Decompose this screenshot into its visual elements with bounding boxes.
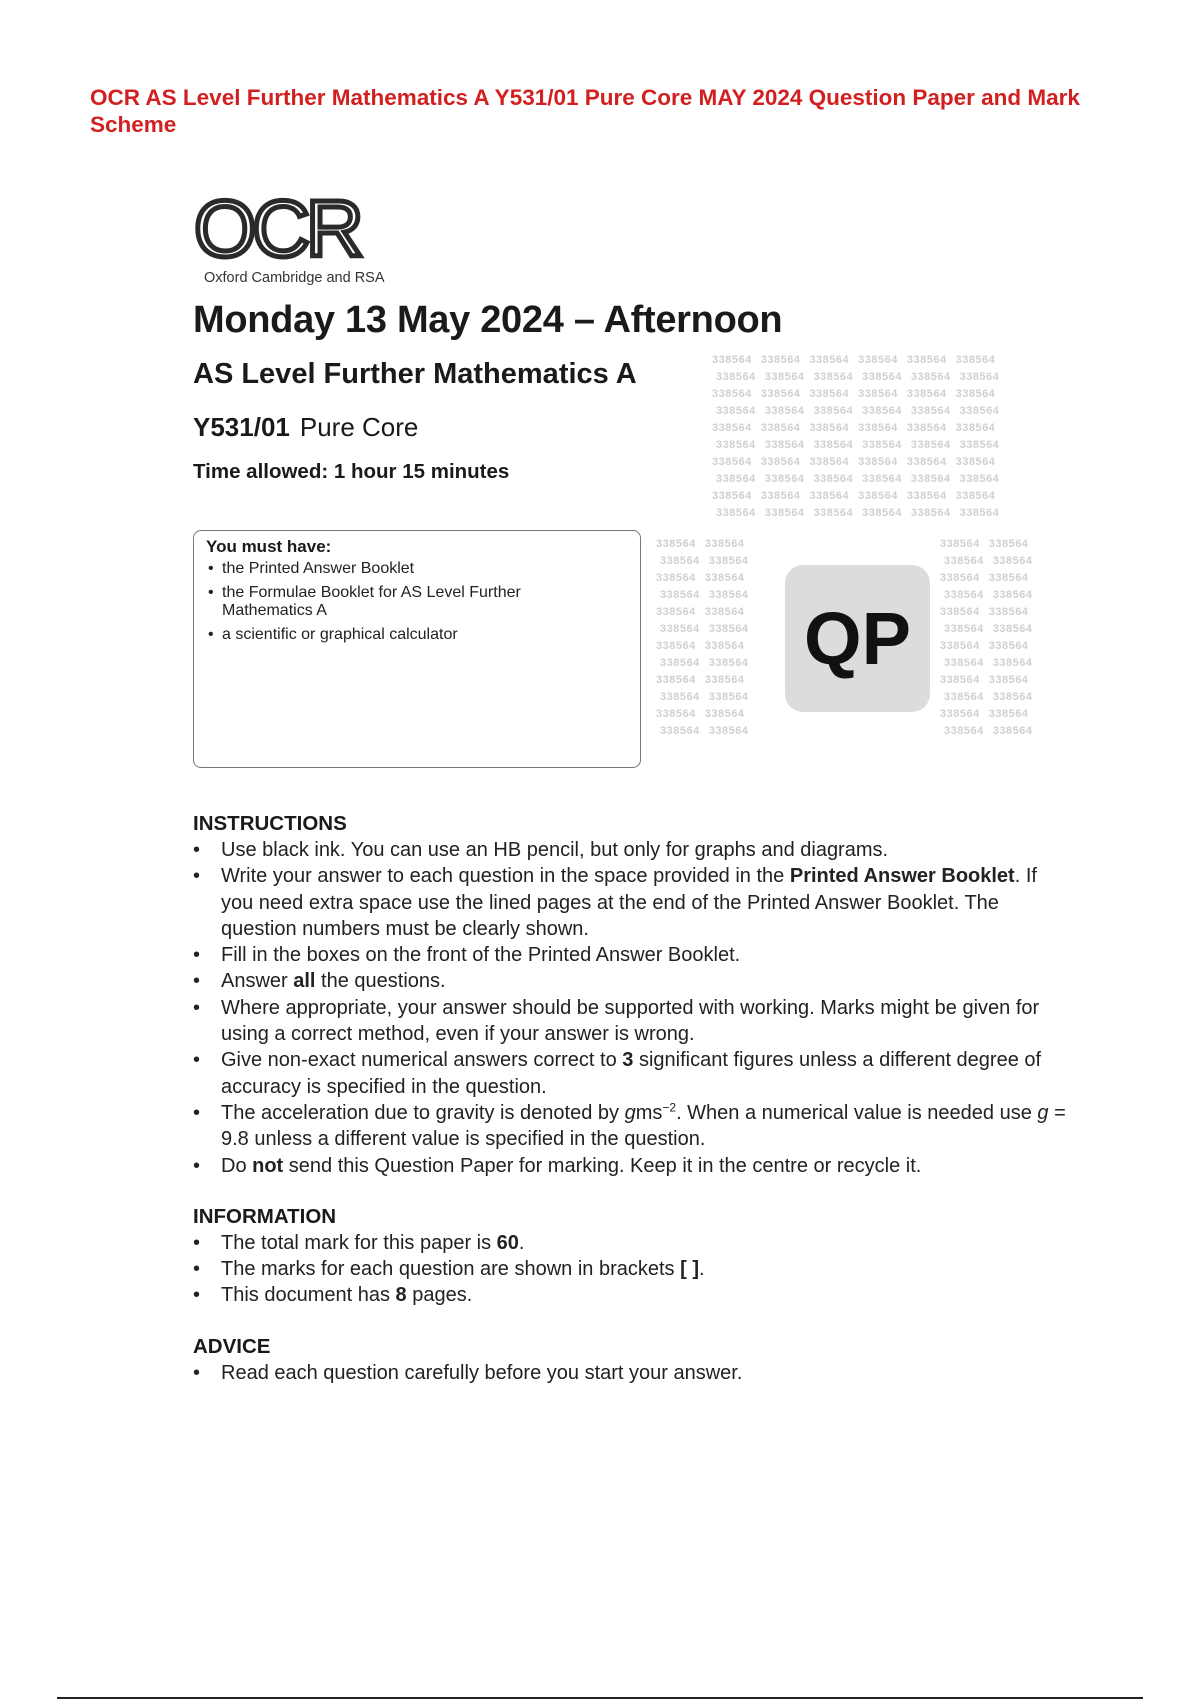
item-text: g xyxy=(624,1101,636,1124)
watermark-row: 338564 338564 xyxy=(940,606,1029,618)
watermark-row: 338564 338564 xyxy=(660,725,749,737)
item-text: g xyxy=(1037,1101,1049,1124)
item-text: . xyxy=(699,1258,705,1281)
instructions-item xyxy=(193,995,1073,1048)
information-item xyxy=(193,1256,1073,1282)
page-bottom-rule xyxy=(57,1697,1143,1699)
advice-heading: ADVICE xyxy=(193,1334,271,1358)
instructions-item xyxy=(193,837,1073,863)
item-text: 8 xyxy=(395,1284,407,1307)
item-text: Give non-exact numerical answers correct to xyxy=(221,1049,623,1072)
instructions-item xyxy=(193,1047,1073,1100)
instructions-heading: INSTRUCTIONS xyxy=(193,812,347,835)
watermark-row: 338564 338564 xyxy=(940,640,1029,652)
item-text: Do xyxy=(221,1154,253,1177)
watermark-row: 338564 338564 xyxy=(656,572,745,584)
must-have-item: • the Printed Answer Booklet xyxy=(206,560,628,578)
item-text: ms xyxy=(635,1101,663,1124)
item-text: = 9.8 unless a different value is specified in the question. xyxy=(221,1101,1066,1151)
watermark-row: 338564 338564 xyxy=(940,538,1029,550)
must-have-item: • a scientific or graphical calculator xyxy=(206,626,628,644)
unit-code: Y531/01 xyxy=(193,412,290,442)
item-text: 60 xyxy=(496,1231,519,1254)
item-text: pages. xyxy=(406,1284,473,1307)
must-have-box xyxy=(193,530,641,768)
item-text: The marks for each question are shown in brackets xyxy=(221,1258,681,1281)
item-text: Use black ink. You can use an HB pencil, but only for graphs and diagrams. xyxy=(221,839,889,861)
watermark-row: 338564 338564 xyxy=(656,640,745,652)
item-text: . When a numerical value is needed use xyxy=(676,1101,1038,1124)
item-text: 3 xyxy=(622,1049,634,1072)
information-heading: INFORMATION xyxy=(193,1204,337,1228)
item-text: the questions. xyxy=(315,970,446,993)
watermark-row: 338564 338564 xyxy=(656,606,745,618)
watermark-row: 338564 338564 338564 338564 338564 338564 xyxy=(716,473,1000,485)
advice-section xyxy=(193,1335,1073,1386)
watermark-row: 338564 338564 338564 338564 338564 338564 xyxy=(712,354,996,366)
watermark-row: 338564 338564 xyxy=(944,657,1033,669)
information-item xyxy=(193,1230,1073,1256)
item-text: . If you need extra space use the lined pages at the end of the Printed Answer Booklet. The question numbers must be clearly shown. xyxy=(221,865,1037,940)
item-text: The total mark for this paper is xyxy=(221,1231,497,1254)
watermark-row: 338564 338564 338564 338564 338564 338564 xyxy=(712,490,996,502)
qualification-title: AS Level Further Mathematics A xyxy=(193,358,637,390)
ocr-logo-subtitle: Oxford Cambridge and RSA xyxy=(204,270,385,286)
watermark-row: 338564 338564 xyxy=(940,572,1029,584)
item-text: Answer xyxy=(221,970,294,993)
watermark-row: 338564 338564 xyxy=(656,674,745,686)
ocr-logo xyxy=(194,184,385,287)
item-text: [ ] xyxy=(680,1258,700,1281)
item-text: Printed Answer Booklet xyxy=(789,865,1015,888)
exam-date: Monday 13 May 2024 – Afternoon xyxy=(193,299,783,341)
watermark-row: 338564 338564 xyxy=(660,555,749,567)
cover-sections xyxy=(193,812,1073,1412)
item-text: Write your answer to each question in the space provided in the xyxy=(221,865,790,888)
watermark-row: 338564 338564 xyxy=(656,708,745,720)
item-text: not xyxy=(252,1154,284,1177)
watermark-row: 338564 338564 xyxy=(944,725,1033,737)
watermark-row: 338564 338564 xyxy=(944,691,1033,703)
item-text: all xyxy=(293,970,316,993)
information-section xyxy=(193,1205,1073,1309)
watermark-row: 338564 338564 xyxy=(944,589,1033,601)
watermark-row: 338564 338564 338564 338564 338564 338564 xyxy=(712,388,996,400)
watermark-row: 338564 338564 xyxy=(660,589,749,601)
security-watermark xyxy=(656,536,757,740)
security-watermark xyxy=(712,352,1008,522)
watermark-row: 338564 338564 xyxy=(940,674,1029,686)
watermark-row: 338564 338564 338564 338564 338564 338564 xyxy=(716,507,1000,519)
watermark-row: 338564 338564 xyxy=(944,555,1033,567)
watermark-row: 338564 338564 338564 338564 338564 338564 xyxy=(712,456,996,468)
instructions-item xyxy=(193,968,1073,994)
qp-badge: QP xyxy=(785,565,930,712)
instructions-item xyxy=(193,1100,1073,1153)
watermark-row: 338564 338564 338564 338564 338564 338564 xyxy=(716,439,1000,451)
ocr-logo-mark: OCR xyxy=(194,184,360,273)
time-allowed: Time allowed: 1 hour 15 minutes xyxy=(193,460,510,483)
watermark-row: 338564 338564 338564 338564 338564 338564 xyxy=(716,371,1000,383)
watermark-row: 338564 338564 338564 338564 338564 338564 xyxy=(712,422,996,434)
must-have-heading: You must have: xyxy=(206,537,332,556)
document-title: OCR AS Level Further Mathematics A Y531/01 Pure Core MAY 2024 Question Paper and Mark Scheme xyxy=(90,85,1080,137)
watermark-row: 338564 338564 xyxy=(660,691,749,703)
item-text: . xyxy=(518,1231,525,1254)
instructions-section xyxy=(193,812,1073,1179)
watermark-row: 338564 338564 xyxy=(660,623,749,635)
advice-item xyxy=(193,1360,1073,1386)
item-text: This document has xyxy=(221,1284,396,1307)
instructions-item xyxy=(193,863,1073,942)
item-text: Fill in the boxes on the front of the Printed Answer Booklet. xyxy=(221,944,741,967)
must-have-item: • the Formulae Booklet for AS Level Further Mathematics A xyxy=(206,584,542,620)
item-text: −2 xyxy=(662,1100,677,1115)
unit-name: Pure Core xyxy=(299,412,419,442)
watermark-row: 338564 338564 338564 338564 338564 338564 xyxy=(716,405,1000,417)
item-text: The acceleration due to gravity is denoted by xyxy=(221,1101,625,1124)
item-text: send this Question Paper for marking. Keep it in the centre or recycle it. xyxy=(283,1154,922,1177)
information-item xyxy=(193,1282,1073,1308)
watermark-row: 338564 338564 xyxy=(656,538,745,550)
instructions-item xyxy=(193,1153,1073,1179)
item-text: Where appropriate, your answer should be supported with working. Marks might be given for using a correct method, even if your answer is wrong. xyxy=(221,996,1040,1046)
security-watermark xyxy=(940,536,1041,740)
instructions-item xyxy=(193,942,1073,968)
item-text: Read each question carefully before you start your answer. xyxy=(221,1361,743,1384)
watermark-row: 338564 338564 xyxy=(940,708,1029,720)
watermark-row: 338564 338564 xyxy=(660,657,749,669)
unit-title xyxy=(193,412,418,442)
item-text: significant figures unless a different degree of accuracy is specified in the question. xyxy=(221,1049,1042,1098)
watermark-row: 338564 338564 xyxy=(944,623,1033,635)
